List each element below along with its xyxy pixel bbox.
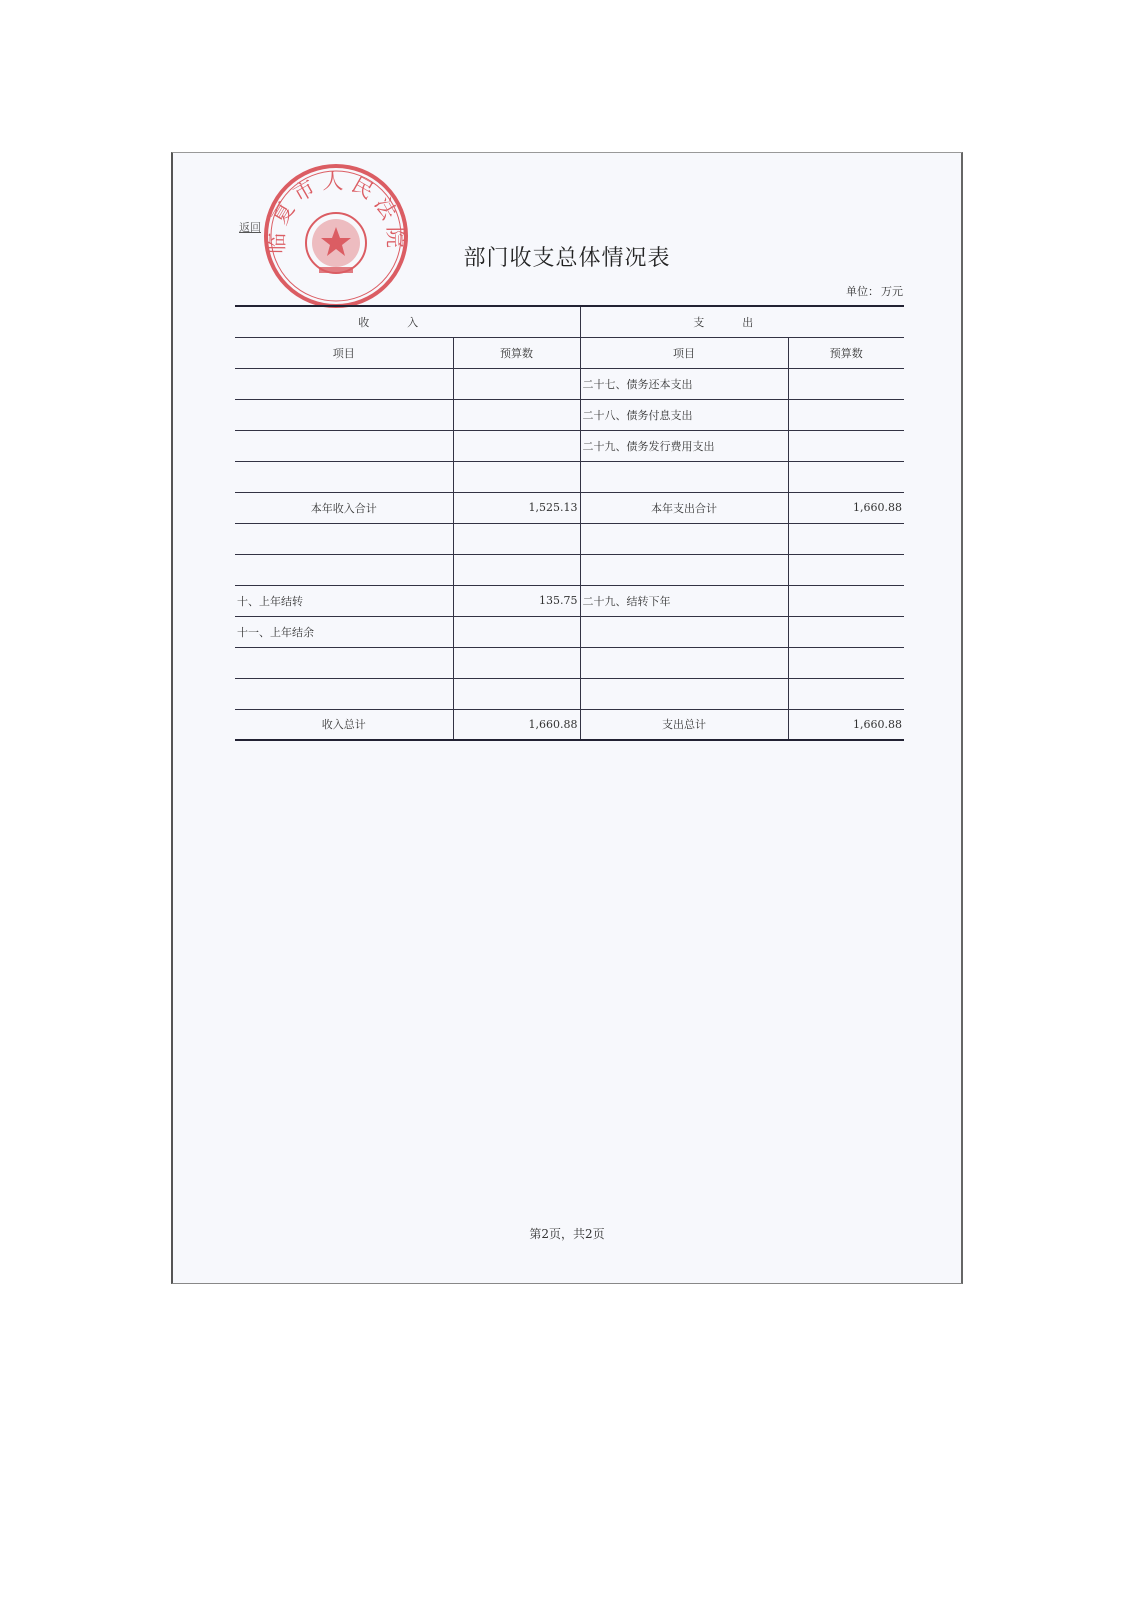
expense-value bbox=[788, 616, 904, 647]
expense-item bbox=[580, 554, 788, 585]
income-section-header: 收入 bbox=[235, 306, 580, 337]
expense-item: 本年支出合计 bbox=[580, 492, 788, 523]
table-row bbox=[235, 430, 904, 461]
expense-budget-header: 预算数 bbox=[788, 337, 904, 368]
expense-item: 二十七、债务还本支出 bbox=[580, 368, 788, 399]
income-item: 本年收入合计 bbox=[235, 492, 453, 523]
income-item bbox=[235, 430, 453, 461]
table-row bbox=[235, 399, 904, 430]
column-header-row bbox=[235, 337, 904, 368]
expense-item: 二十九、结转下年 bbox=[580, 585, 788, 616]
income-value bbox=[453, 399, 580, 430]
income-item bbox=[235, 368, 453, 399]
table-row bbox=[235, 616, 904, 647]
income-value: 1,525.13 bbox=[453, 492, 580, 523]
income-item bbox=[235, 523, 453, 554]
unit-value: 万元 bbox=[881, 285, 903, 298]
table-row bbox=[235, 461, 904, 492]
income-value bbox=[453, 616, 580, 647]
page-title: 部门收支总体情况表 bbox=[463, 246, 671, 271]
income-value bbox=[453, 368, 580, 399]
expense-value bbox=[788, 678, 904, 709]
income-budget-header: 预算数 bbox=[453, 337, 580, 368]
income-item bbox=[235, 554, 453, 585]
table-row bbox=[235, 492, 904, 523]
expense-value bbox=[788, 461, 904, 492]
table-row bbox=[235, 368, 904, 399]
budget-table bbox=[235, 305, 904, 741]
unit-note bbox=[844, 283, 903, 299]
expense-item: 二十九、债务发行费用支出 bbox=[580, 430, 788, 461]
income-value bbox=[453, 430, 580, 461]
expense-section-header: 支出 bbox=[580, 306, 904, 337]
table-row bbox=[235, 523, 904, 554]
expense-item bbox=[580, 523, 788, 554]
unit-label: 单位： bbox=[846, 285, 879, 298]
table-row bbox=[235, 709, 904, 740]
income-item: 十、上年结转 bbox=[235, 585, 453, 616]
scanned-page bbox=[171, 152, 963, 1284]
back-link[interactable]: 返回 bbox=[239, 221, 261, 234]
table-row bbox=[235, 585, 904, 616]
income-value bbox=[453, 678, 580, 709]
income-value: 1,660.88 bbox=[453, 709, 580, 740]
income-item bbox=[235, 461, 453, 492]
expense-value bbox=[788, 647, 904, 678]
income-item bbox=[235, 647, 453, 678]
table-row bbox=[235, 554, 904, 585]
expense-item bbox=[580, 647, 788, 678]
expense-item bbox=[580, 616, 788, 647]
svg-text:临夏市人民法院: 临夏市人民法院 bbox=[264, 169, 408, 254]
income-value bbox=[453, 523, 580, 554]
expense-item bbox=[580, 678, 788, 709]
expense-value bbox=[788, 554, 904, 585]
expense-value bbox=[788, 430, 904, 461]
income-value bbox=[453, 554, 580, 585]
table-row bbox=[235, 678, 904, 709]
expense-value bbox=[788, 399, 904, 430]
court-seal-icon bbox=[261, 161, 411, 311]
expense-value bbox=[788, 368, 904, 399]
income-item-header: 项目 bbox=[235, 337, 453, 368]
expense-item bbox=[580, 461, 788, 492]
income-value bbox=[453, 461, 580, 492]
expense-item: 支出总计 bbox=[580, 709, 788, 740]
income-value: 135.75 bbox=[453, 585, 580, 616]
income-item: 十一、上年结余 bbox=[235, 616, 453, 647]
income-item bbox=[235, 678, 453, 709]
expense-value: 1,660.88 bbox=[788, 492, 904, 523]
expense-value bbox=[788, 585, 904, 616]
table-row bbox=[235, 647, 904, 678]
income-item bbox=[235, 399, 453, 430]
expense-value bbox=[788, 523, 904, 554]
section-header-row bbox=[235, 306, 904, 337]
expense-item: 二十八、债务付息支出 bbox=[580, 399, 788, 430]
page-footer: 第2页，共2页 bbox=[529, 1227, 605, 1241]
expense-item-header: 项目 bbox=[580, 337, 788, 368]
expense-value: 1,660.88 bbox=[788, 709, 904, 740]
income-item: 收入总计 bbox=[235, 709, 453, 740]
income-value bbox=[453, 647, 580, 678]
